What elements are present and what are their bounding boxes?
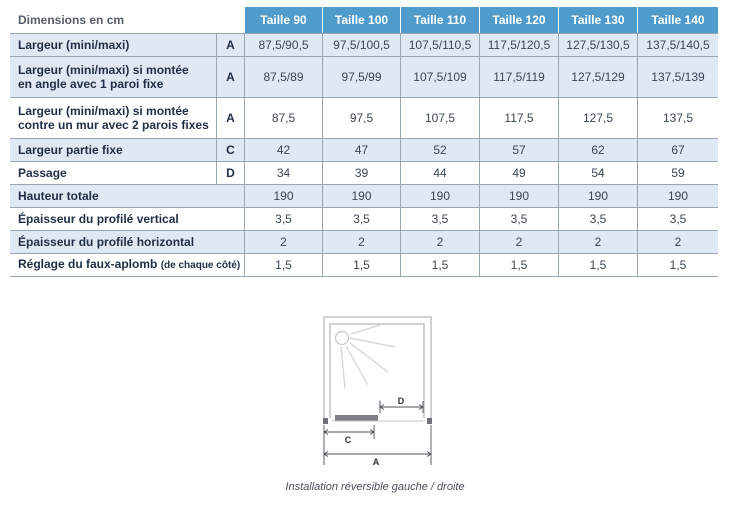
table-cell: 1,5: [400, 253, 479, 277]
row-label: Épaisseur du profilé vertical: [10, 207, 244, 230]
row-code: A: [216, 56, 244, 97]
dimension-c-label: C: [344, 435, 352, 445]
size-header: Taille 140: [637, 7, 718, 33]
table-row: [10, 253, 718, 277]
row-label-line: en angle avec 1 paroi fixe: [18, 77, 164, 91]
table-cell: 117,5/120,5: [479, 33, 558, 56]
table-row: [10, 230, 718, 253]
table-cell: 1,5: [558, 253, 637, 277]
corner-label: Dimensions en cm: [10, 7, 244, 33]
table-cell: 1,5: [479, 253, 558, 277]
table-cell: 49: [479, 161, 558, 184]
row-label: [10, 97, 216, 138]
fixed-panel: [335, 415, 378, 421]
table-cell: 2: [322, 230, 400, 253]
table-cell: 3,5: [322, 207, 400, 230]
table-cell: 190: [244, 184, 322, 207]
table-cell: 117,5/119: [479, 56, 558, 97]
table-cell: 67: [637, 138, 718, 161]
table-cell: 2: [479, 230, 558, 253]
table-cell: 54: [558, 161, 637, 184]
table-cell: 34: [244, 161, 322, 184]
table-cell: 117,5: [479, 97, 558, 138]
table-cell: 2: [558, 230, 637, 253]
size-header: Taille 100: [322, 7, 400, 33]
row-label-line: contre un mur avec 2 parois fixes: [18, 118, 209, 132]
table-cell: 127,5: [558, 97, 637, 138]
table-row: [10, 56, 718, 97]
size-header: Taille 90: [244, 7, 322, 33]
table-cell: 42: [244, 138, 322, 161]
row-label: [10, 253, 244, 277]
size-header: Taille 130: [558, 7, 637, 33]
table-cell: 137,5/140,5: [637, 33, 718, 56]
table-cell: 107,5: [400, 97, 479, 138]
table-cell: 3,5: [244, 207, 322, 230]
table-cell: 190: [558, 184, 637, 207]
table-cell: 3,5: [558, 207, 637, 230]
size-header: Taille 110: [400, 7, 479, 33]
row-label-main: Réglage du faux-aplomb: [18, 257, 158, 271]
table-cell: 44: [400, 161, 479, 184]
table-row: [10, 207, 718, 230]
table-cell: 1,5: [244, 253, 322, 277]
table-cell: 3,5: [479, 207, 558, 230]
table-row: [10, 161, 718, 184]
table-cell: 190: [479, 184, 558, 207]
table-cell: 59: [637, 161, 718, 184]
table-cell: 127,5/129: [558, 56, 637, 97]
size-header: Taille 120: [479, 7, 558, 33]
left-post: [323, 418, 328, 424]
dimension-a-label: A: [372, 457, 380, 467]
table-cell: 87,5/89: [244, 56, 322, 97]
row-label-note: (de chaque côté): [160, 260, 241, 271]
row-code: C: [216, 138, 244, 161]
table-cell: 97,5/100,5: [322, 33, 400, 56]
table-cell: 1,5: [637, 253, 718, 277]
table-cell: 107,5/110,5: [400, 33, 479, 56]
table-cell: 87,5: [244, 97, 322, 138]
table-cell: 2: [244, 230, 322, 253]
table-cell: 190: [322, 184, 400, 207]
diagram-caption: Installation réversible gauche / droite: [285, 481, 465, 493]
table-cell: 47: [322, 138, 400, 161]
table-cell: 2: [637, 230, 718, 253]
row-code: D: [216, 161, 244, 184]
table-cell: 57: [479, 138, 558, 161]
header-row: [10, 7, 718, 33]
table-cell: 97,5/99: [322, 56, 400, 97]
row-code: A: [216, 97, 244, 138]
table-row: [10, 138, 718, 161]
table-row: [10, 33, 718, 56]
row-label-line: Largeur (mini/maxi) si montée: [18, 104, 189, 118]
table-cell: 107,5/109: [400, 56, 479, 97]
table-cell: 39: [322, 161, 400, 184]
table-cell: 3,5: [400, 207, 479, 230]
dimension-d-label: D: [397, 396, 405, 406]
installation-diagram: [300, 305, 450, 470]
table-cell: 190: [637, 184, 718, 207]
row-label: [10, 56, 216, 97]
table-cell: 52: [400, 138, 479, 161]
table-cell: 97,5: [322, 97, 400, 138]
table-cell: 62: [558, 138, 637, 161]
row-label: Largeur (mini/maxi): [10, 33, 216, 56]
row-label: Épaisseur du profilé horizontal: [10, 230, 244, 253]
row-label: Passage: [10, 161, 216, 184]
right-post: [427, 418, 432, 424]
row-label: Largeur partie fixe: [10, 138, 216, 161]
table-cell: 137,5/139: [637, 56, 718, 97]
table-cell: 87,5/90,5: [244, 33, 322, 56]
row-label: Hauteur totale: [10, 184, 244, 207]
row-label-line: Largeur (mini/maxi) si montée: [18, 63, 189, 77]
table-cell: 1,5: [322, 253, 400, 277]
shower-head-icon: [336, 325, 396, 389]
table-row: [10, 184, 718, 207]
row-code: A: [216, 33, 244, 56]
table-cell: 190: [400, 184, 479, 207]
table-cell: 3,5: [637, 207, 718, 230]
table-cell: 127,5/130,5: [558, 33, 637, 56]
table-cell: 2: [400, 230, 479, 253]
dimensions-table: [10, 7, 718, 277]
table-cell: 137,5: [637, 97, 718, 138]
table-row: [10, 97, 718, 138]
